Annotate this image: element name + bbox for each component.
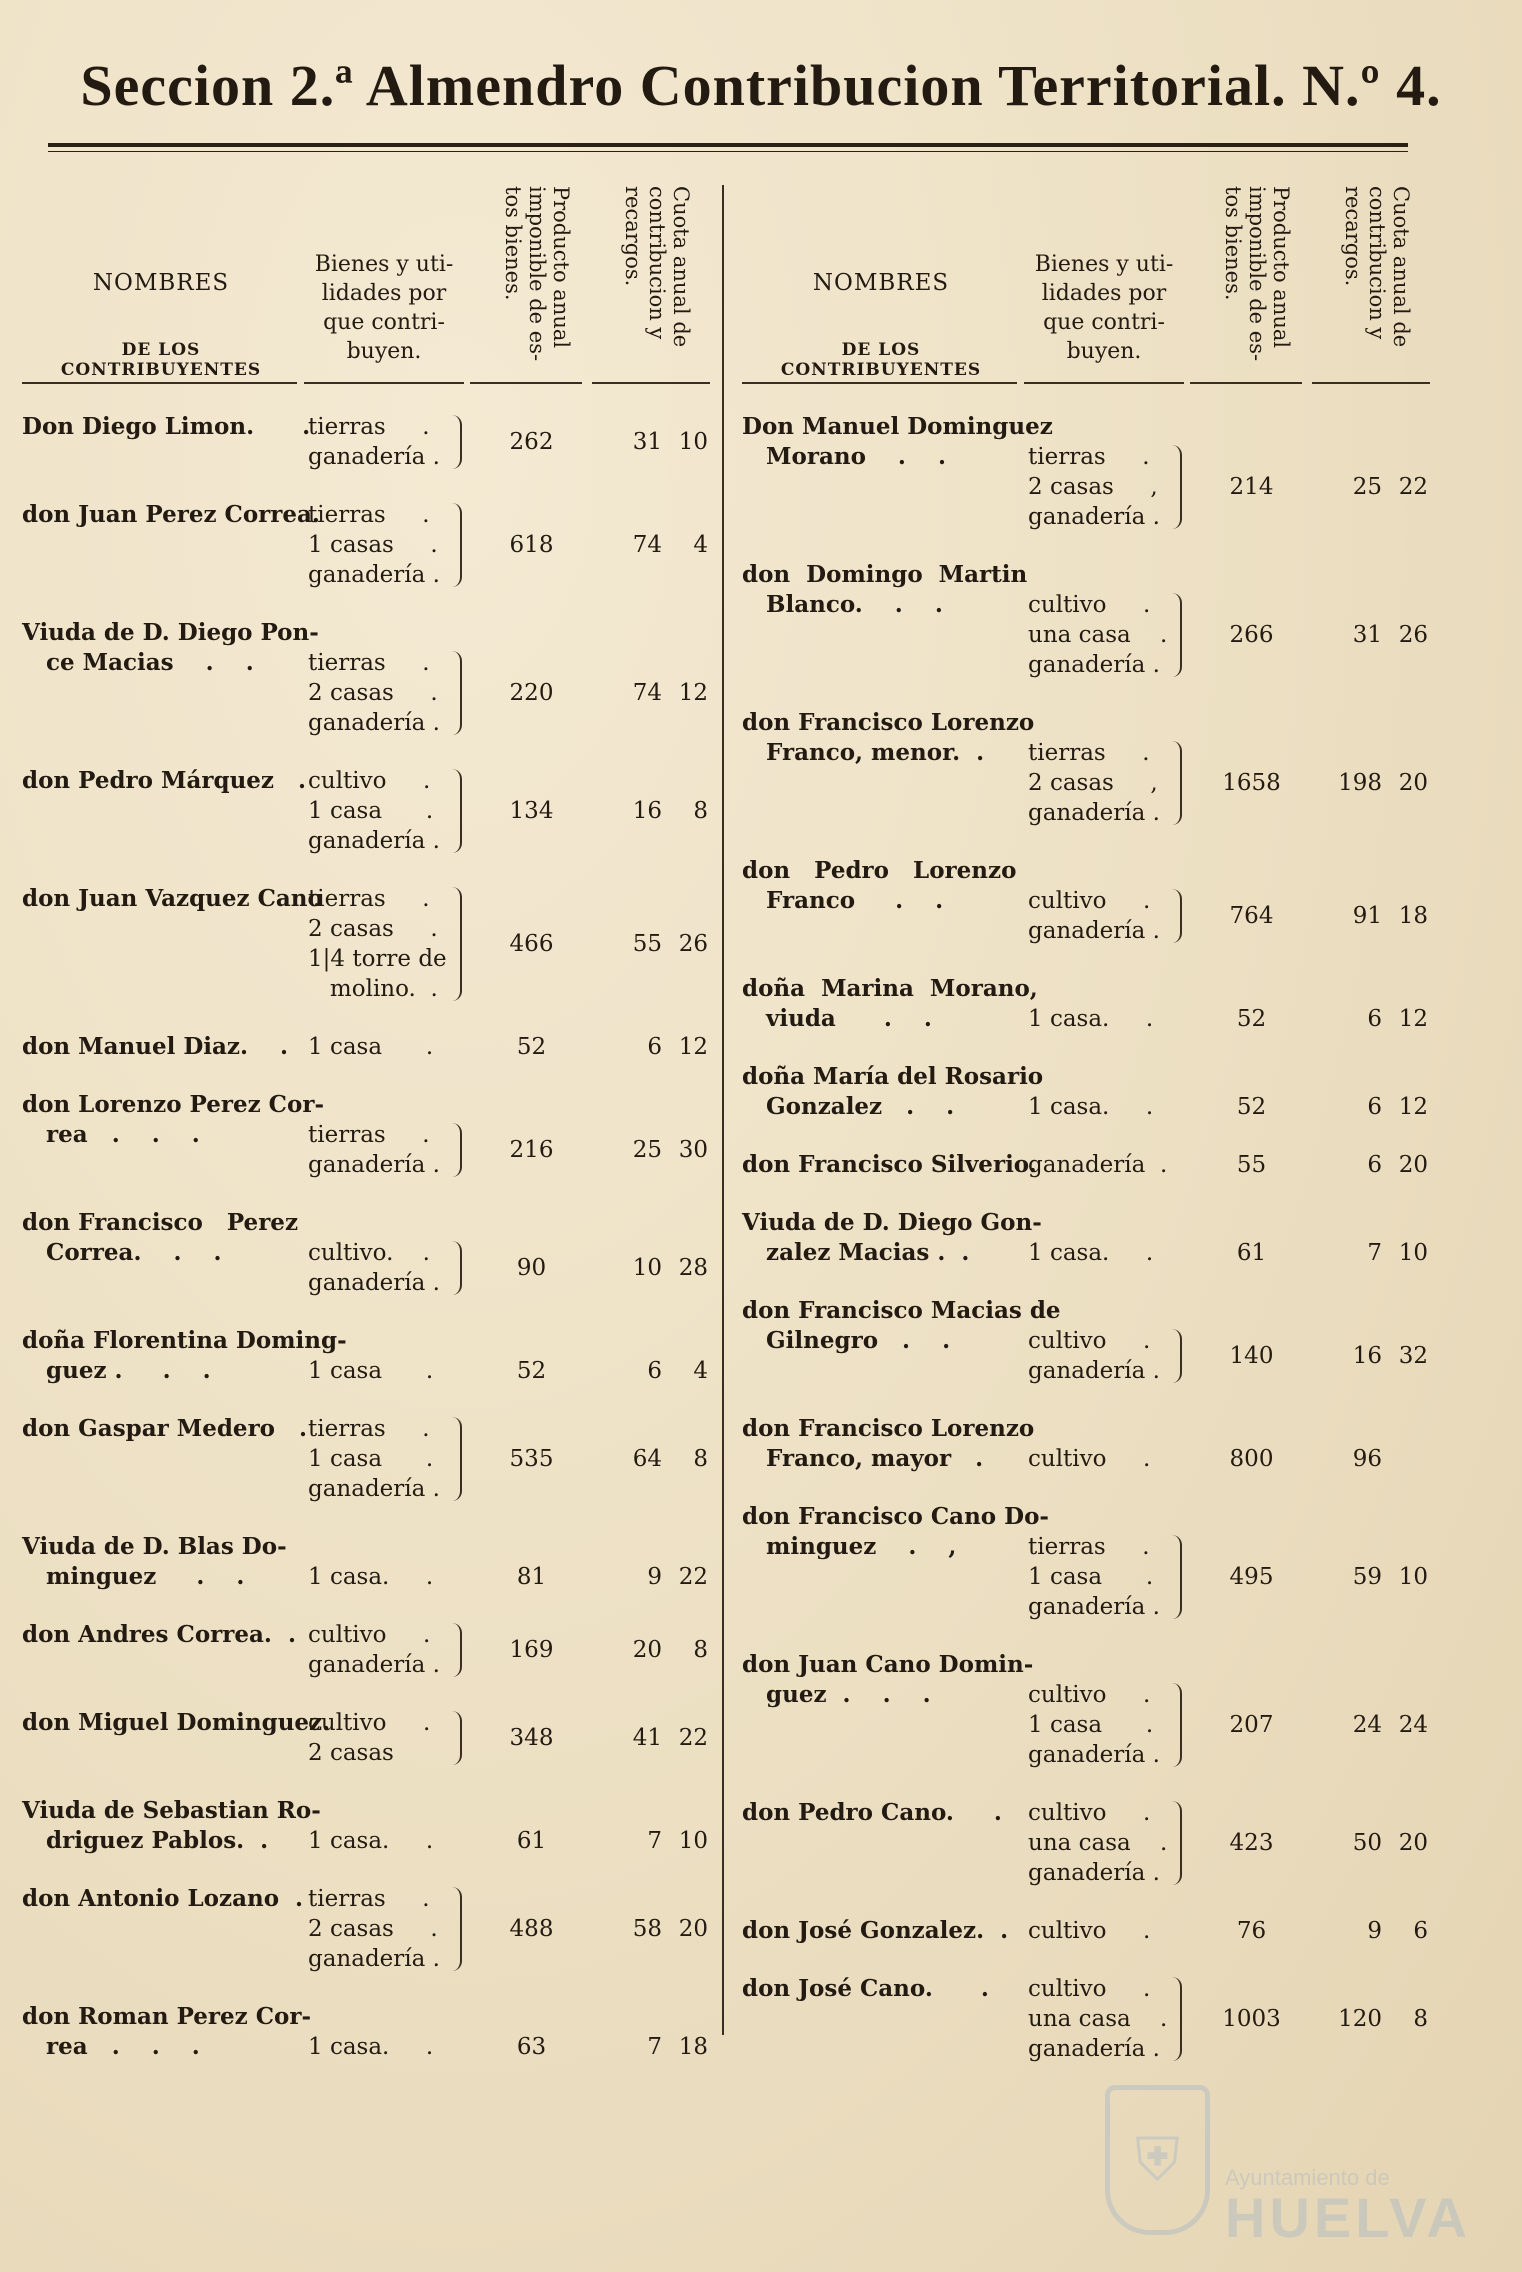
annual-product: 52 [516, 1034, 547, 1060]
header-goods: Bienes y utilidades por que contribuyen. [1034, 252, 1174, 364]
quota-fraction: 30 [678, 1137, 708, 1163]
quota-amount: 198 [1338, 770, 1382, 796]
taxpayer-name: don Pedro Cano. . [742, 1799, 1002, 1826]
brace-mark [452, 1887, 462, 1971]
annual-product: 52 [516, 1358, 547, 1384]
annual-product: 140 [1229, 1343, 1274, 1369]
taxpayer-name: Viuda de Sebastian Ro- driguez Pablos. . [22, 1797, 321, 1854]
table-row [22, 500, 722, 618]
quota-amount: 20 [632, 1637, 662, 1663]
watermark-stamp [1105, 2075, 1471, 2249]
taxable-goods: 1 casa. . [1028, 1094, 1154, 1120]
taxpayer-name: don Francisco Perez Correa. . . [22, 1209, 298, 1266]
taxpayer-name: Don Manuel Dominguez Morano . . [742, 413, 1053, 470]
quota-fraction: 20 [1398, 1830, 1428, 1856]
header-product: Producto anual imponible de estos bienes. [501, 186, 573, 362]
taxpayer-name: doña María del Rosario Gonzalez . . [742, 1063, 1044, 1120]
quota-fraction: 8 [693, 1446, 708, 1472]
quota-fraction: 20 [1398, 770, 1428, 796]
taxable-goods: 1 casa. . [308, 1828, 434, 1854]
taxable-goods: cultivo . ganadería . [1028, 888, 1160, 944]
annual-product: 535 [509, 1446, 554, 1472]
table-row [22, 1090, 722, 1208]
quota-amount: 6 [647, 1358, 662, 1384]
header-names-sub: DE LOS CONTRIBUYENTES [780, 340, 982, 380]
quota-amount: 7 [647, 2034, 662, 2060]
taxpayer-name: don Juan Cano Domin- guez . . . [742, 1651, 1034, 1708]
table-row [742, 412, 1432, 560]
table-row [22, 1208, 722, 1326]
quota-fraction: 22 [678, 1725, 708, 1751]
taxable-goods: cultivo. . ganadería . [308, 1240, 440, 1296]
taxable-goods: tierras . 1 casa . ganadería . [1028, 1534, 1160, 1620]
quota-amount: 6 [1367, 1152, 1382, 1178]
taxable-goods: cultivo . 1 casa . ganadería . [308, 768, 440, 854]
quota-amount: 55 [632, 931, 662, 957]
brace-mark [452, 1417, 462, 1501]
taxpayer-name: don Gaspar Medero . [22, 1415, 308, 1442]
annual-product: 266 [1229, 622, 1274, 648]
brace-mark [452, 769, 462, 853]
taxpayer-name: don Juan Vazquez Cano [22, 885, 323, 912]
quota-amount: 9 [647, 1564, 662, 1590]
table-row [22, 1620, 722, 1708]
taxable-goods: tierras . 2 casas , ganadería . [1028, 740, 1160, 826]
annual-product: 134 [509, 798, 554, 824]
quota-fraction: 32 [1398, 1343, 1428, 1369]
header-quota: Cuota anual de contribucion y recargos. [621, 186, 693, 348]
brace-mark [452, 887, 462, 1001]
quota-fraction: 8 [693, 798, 708, 824]
quota-amount: 74 [632, 680, 662, 706]
brace-mark [1172, 1535, 1182, 1619]
table-row [22, 1708, 722, 1796]
taxable-goods: cultivo . 2 casas [308, 1710, 431, 1766]
brace-mark [1172, 741, 1182, 825]
brace-mark [452, 415, 462, 469]
taxable-goods: 1 casa. . [308, 1564, 434, 1590]
quota-fraction: 24 [1398, 1712, 1428, 1738]
table-row [742, 1208, 1432, 1296]
taxpayer-name: don José Cano. . [742, 1975, 989, 2002]
table-row [22, 766, 722, 884]
taxpayer-name: Viuda de D. Blas Do- minguez . . [22, 1533, 287, 1590]
brace-mark [452, 651, 462, 735]
brace-mark [1172, 1801, 1182, 1885]
table-row [22, 412, 722, 500]
coat-of-arms-icon: ⛨ [1105, 2085, 1210, 2235]
quota-fraction: 10 [1398, 1564, 1428, 1590]
table-row [22, 618, 722, 766]
taxable-goods: tierras . 2 casas . ganadería . [308, 1886, 440, 1972]
title-rule-thin [48, 151, 1408, 152]
quota-fraction: 26 [1398, 622, 1428, 648]
quota-fraction: 12 [678, 1034, 708, 1060]
right-header [742, 180, 1432, 390]
taxpayer-name: don Andres Correa. . [22, 1621, 296, 1648]
annual-product: 495 [1229, 1564, 1274, 1590]
quota-amount: 6 [1367, 1094, 1382, 1120]
annual-product: 207 [1229, 1712, 1274, 1738]
annual-product: 1658 [1222, 770, 1281, 796]
taxpayer-name: don Roman Perez Cor- rea . . . [22, 2003, 312, 2060]
table-row [742, 1062, 1432, 1150]
taxable-goods: tierras . ganadería . [308, 414, 440, 470]
brace-mark [1172, 593, 1182, 677]
header-goods: Bienes y utilidades por que contribuyen. [314, 252, 454, 364]
quota-amount: 64 [632, 1446, 662, 1472]
taxpayer-name: don Francisco Cano Do- minguez . , [742, 1503, 1049, 1560]
taxpayer-name: don Francisco Lorenzo Franco, mayor . [742, 1415, 1035, 1472]
header-product: Producto anual imponible de estos bienes. [1221, 186, 1293, 362]
table-row [742, 856, 1432, 974]
taxpayer-name: don Juan Perez Correa. [22, 501, 320, 528]
taxpayer-name: don Manuel Diaz. . [22, 1033, 289, 1060]
annual-product: 800 [1229, 1446, 1274, 1472]
taxable-goods: 1 casa . [308, 1358, 434, 1384]
quota-amount: 9 [1367, 1918, 1382, 1944]
quota-fraction: 20 [1398, 1152, 1428, 1178]
quota-amount: 74 [632, 532, 662, 558]
table-row [742, 1798, 1432, 1916]
annual-product: 55 [1236, 1152, 1267, 1178]
quota-fraction: 12 [1398, 1006, 1428, 1032]
annual-product: 216 [509, 1137, 554, 1163]
annual-product: 764 [1229, 903, 1274, 929]
taxpayer-name: don Pedro Márquez . [22, 767, 307, 794]
table-row [22, 1532, 722, 1620]
taxable-goods: cultivo . una casa . ganadería . [1028, 1976, 1168, 2062]
annual-product: 423 [1229, 1830, 1274, 1856]
table-row [742, 974, 1432, 1062]
taxable-goods: 1 casa. . [308, 2034, 434, 2060]
quota-fraction: 8 [693, 1637, 708, 1663]
left-header [22, 180, 722, 390]
taxable-goods: tierras . 1 casa . ganadería . [308, 1416, 440, 1502]
taxable-goods: tierras . ganadería . [308, 1122, 440, 1178]
brace-mark [1172, 1977, 1182, 2061]
right-register [742, 180, 1432, 2092]
annual-product: 488 [509, 1916, 554, 1942]
quota-fraction: 10 [1398, 1240, 1428, 1266]
watermark-line2: HUELVA [1225, 2186, 1471, 2249]
taxpayer-name: doña Florentina Doming- guez . . . [22, 1327, 347, 1384]
brace-mark [1172, 445, 1182, 529]
watermark-line1: Ayuntamiento de [1225, 2165, 1390, 2190]
taxpayer-name: don Francisco Macias de Gilnegro . . [742, 1297, 1061, 1354]
taxable-goods: tierras . 2 casas , ganadería . [1028, 444, 1160, 530]
taxpayer-name: don Francisco Silverio. [742, 1151, 1037, 1178]
quota-amount: 59 [1352, 1564, 1382, 1590]
quota-fraction: 8 [1413, 2006, 1428, 2032]
header-quota: Cuota anual de contribucion y recargos. [1341, 186, 1413, 348]
quota-amount: 31 [632, 429, 662, 455]
table-row [742, 1502, 1432, 1650]
quota-fraction: 18 [678, 2034, 708, 2060]
taxable-goods: cultivo . [1028, 1446, 1151, 1472]
annual-product: 169 [509, 1637, 554, 1663]
table-row [742, 1650, 1432, 1798]
quota-fraction: 26 [678, 931, 708, 957]
quota-amount: 50 [1352, 1830, 1382, 1856]
page-title: Seccion 2.ª Almendro Contribucion Territorial. N.º 4. [80, 53, 1442, 118]
quota-amount: 31 [1352, 622, 1382, 648]
left-rows [22, 412, 722, 2090]
quota-fraction: 18 [1398, 903, 1428, 929]
brace-mark [1172, 889, 1182, 943]
taxpayer-name: don José Gonzalez. . [742, 1917, 1009, 1944]
quota-fraction: 22 [1398, 474, 1428, 500]
table-row [22, 884, 722, 1032]
quota-amount: 7 [1367, 1240, 1382, 1266]
table-row [22, 1032, 722, 1090]
quota-fraction: 6 [1413, 1918, 1428, 1944]
brace-mark [1172, 1329, 1182, 1383]
annual-product: 76 [1236, 1918, 1267, 1944]
quota-fraction: 20 [678, 1916, 708, 1942]
table-row [742, 708, 1432, 856]
table-row [742, 1916, 1432, 1974]
taxable-goods: cultivo . una casa . ganadería . [1028, 592, 1168, 678]
quota-amount: 6 [1367, 1006, 1382, 1032]
annual-product: 618 [509, 532, 554, 558]
quota-fraction: 4 [693, 1358, 708, 1384]
right-rows [742, 412, 1432, 2092]
table-row [742, 1414, 1432, 1502]
annual-product: 63 [516, 2034, 547, 2060]
annual-product: 220 [509, 680, 554, 706]
taxable-goods: cultivo . [1028, 1918, 1151, 1944]
taxable-goods: cultivo . 1 casa . ganadería . [1028, 1682, 1160, 1768]
taxpayer-name: don Francisco Lorenzo Franco, menor. . [742, 709, 1035, 766]
annual-product: 214 [1229, 474, 1274, 500]
quota-amount: 58 [632, 1916, 662, 1942]
quota-amount: 91 [1352, 903, 1382, 929]
annual-product: 81 [516, 1564, 547, 1590]
header-names-sub: DE LOS CONTRIBUYENTES [60, 340, 262, 380]
taxable-goods: 1 casa . [308, 1034, 434, 1060]
taxpayer-name: Don Diego Limon. . [22, 413, 311, 440]
taxable-goods: ganadería . [1028, 1152, 1168, 1178]
brace-mark [1172, 1683, 1182, 1767]
header-names: NOMBRES [92, 270, 230, 296]
quota-amount: 7 [647, 1828, 662, 1854]
quota-amount: 6 [647, 1034, 662, 1060]
left-register [22, 180, 722, 2090]
quota-amount: 41 [632, 1725, 662, 1751]
annual-product: 61 [516, 1828, 547, 1854]
annual-product: 61 [1236, 1240, 1267, 1266]
table-row [742, 1150, 1432, 1208]
quota-amount: 120 [1338, 2006, 1382, 2032]
brace-mark [452, 1123, 462, 1177]
table-row [742, 560, 1432, 708]
quota-fraction: 10 [678, 1828, 708, 1854]
annual-product: 348 [509, 1725, 554, 1751]
table-row [22, 1414, 722, 1532]
quota-amount: 24 [1352, 1712, 1382, 1738]
brace-mark [452, 1711, 462, 1765]
taxpayer-name: don Domingo Martin Blanco. . . [742, 561, 1028, 618]
taxpayer-name: Viuda de D. Diego Gon- zalez Macias . . [742, 1209, 1042, 1266]
brace-mark [452, 1623, 462, 1677]
quota-fraction: 22 [678, 1564, 708, 1590]
taxable-goods: 1 casa. . [1028, 1240, 1154, 1266]
annual-product: 466 [509, 931, 554, 957]
quota-amount: 25 [1352, 474, 1382, 500]
annual-product: 52 [1236, 1006, 1267, 1032]
taxable-goods: cultivo . ganadería . [308, 1622, 440, 1678]
brace-mark [452, 1241, 462, 1295]
table-row [742, 1296, 1432, 1414]
taxpayer-name: don Miguel Dominguez. [22, 1709, 331, 1736]
quota-fraction: 12 [1398, 1094, 1428, 1120]
quota-fraction: 12 [678, 680, 708, 706]
brace-mark [452, 503, 462, 587]
taxpayer-name: don Pedro Lorenzo Franco . . [742, 857, 1017, 914]
title-rule [48, 143, 1408, 147]
annual-product: 90 [516, 1255, 547, 1281]
table-row [22, 1796, 722, 1884]
annual-product: 1003 [1222, 2006, 1281, 2032]
taxpayer-name: Viuda de D. Diego Pon- ce Macias . . [22, 619, 319, 676]
taxable-goods: tierras . 2 casas . ganadería . [308, 650, 440, 736]
taxable-goods: tierras . 2 casas . 1|4 torre de molino. . [308, 886, 447, 1002]
quota-fraction: 10 [678, 429, 708, 455]
quota-amount: 10 [632, 1255, 662, 1281]
taxable-goods: cultivo . una casa . ganadería . [1028, 1800, 1168, 1886]
quota-amount: 16 [632, 798, 662, 824]
table-row [22, 2002, 722, 2090]
quota-amount: 25 [632, 1137, 662, 1163]
annual-product: 262 [509, 429, 554, 455]
quota-fraction: 4 [693, 532, 708, 558]
taxable-goods: tierras . 1 casas . ganadería . [308, 502, 440, 588]
taxable-goods: 1 casa. . [1028, 1006, 1154, 1032]
taxpayer-name: don Antonio Lozano . [22, 1885, 304, 1912]
quota-amount: 96 [1352, 1446, 1382, 1472]
taxpayer-name: don Lorenzo Perez Cor- rea . . . [22, 1091, 324, 1148]
quota-fraction: 28 [678, 1255, 708, 1281]
taxable-goods: cultivo . ganadería . [1028, 1328, 1160, 1384]
table-row [22, 1884, 722, 2002]
header-names: NOMBRES [812, 270, 950, 296]
table-row [22, 1326, 722, 1414]
quota-amount: 16 [1352, 1343, 1382, 1369]
annual-product: 52 [1236, 1094, 1267, 1120]
taxpayer-name: doña Marina Morano, viuda . . [742, 975, 1038, 1032]
column-divider [722, 185, 724, 2035]
